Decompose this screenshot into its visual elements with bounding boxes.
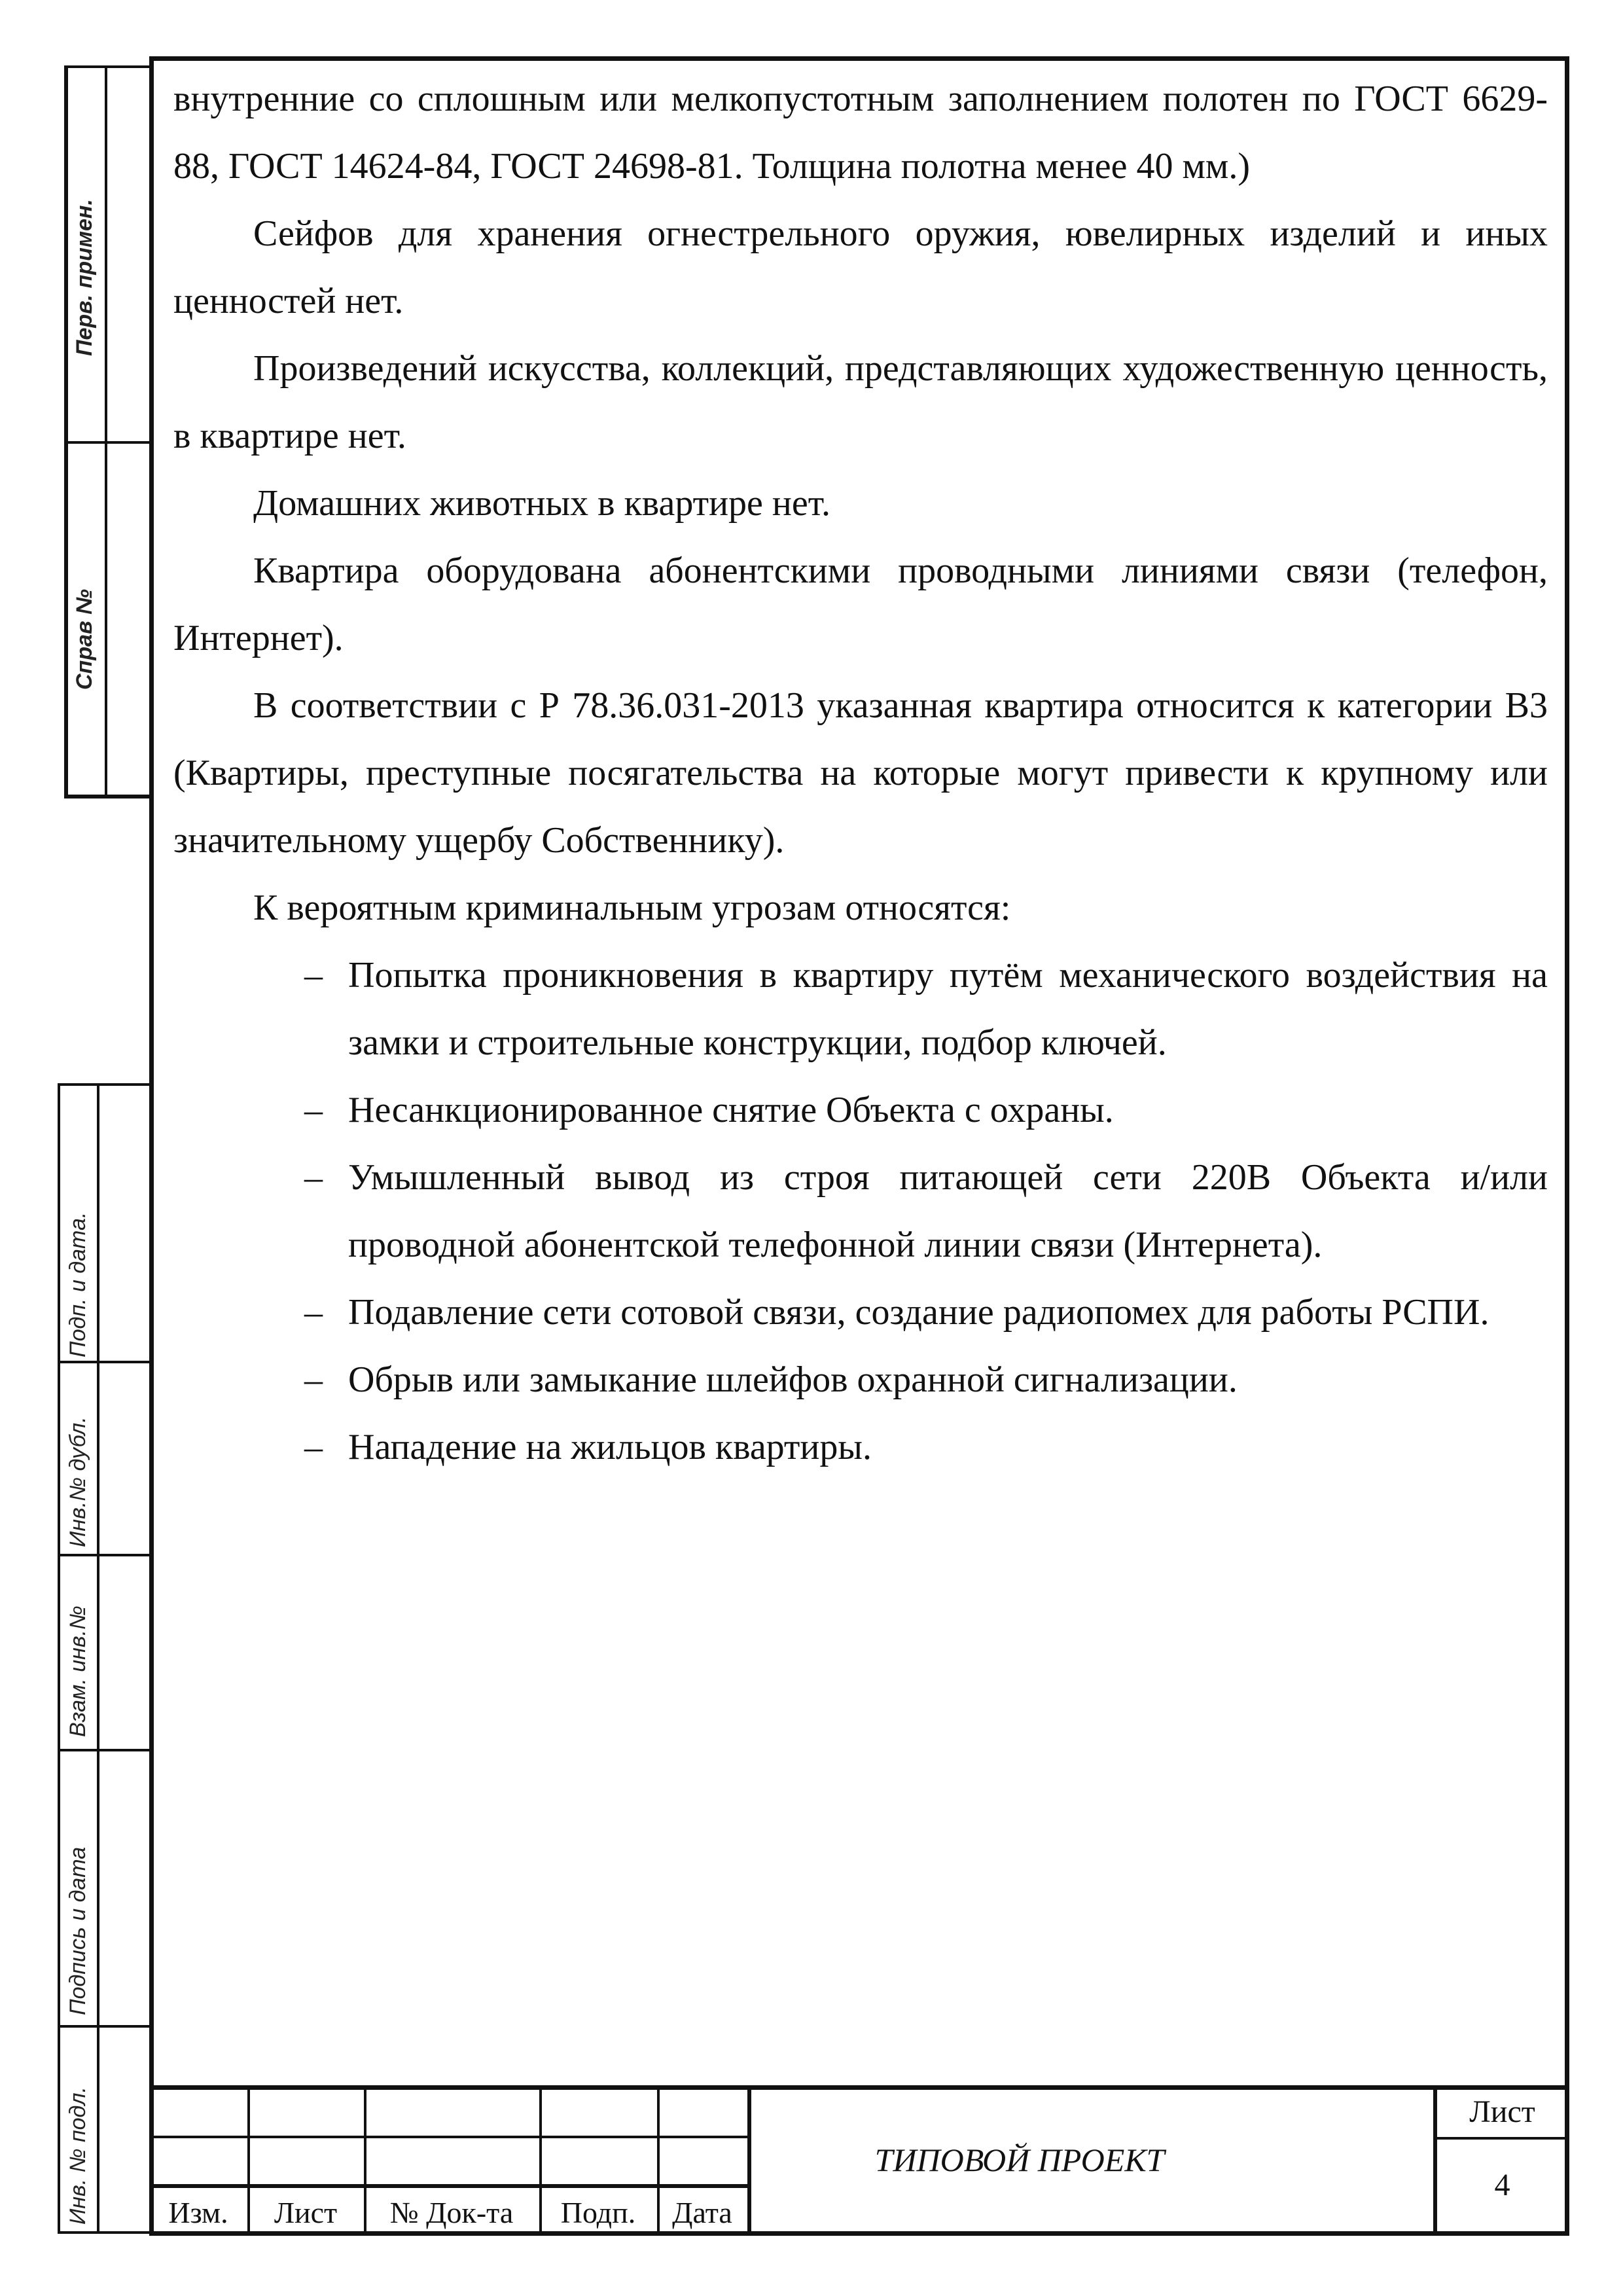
sheet-label: Лист (1469, 2094, 1535, 2129)
list-marker: – (304, 1359, 323, 1400)
list-item-text: Нападение на жильцов квартиры. (348, 1427, 872, 1467)
column-doc-number: № Док-та (389, 2196, 514, 2229)
title-block (149, 2085, 1569, 2236)
paragraph: Сейфов для хранения огнестрельного оружия, ювелирных изделий и иных ценностей нет. (173, 213, 1548, 321)
list-marker: – (304, 1090, 323, 1130)
list-marker: – (304, 1292, 323, 1333)
label-inv-podl: Инв. № подл. (65, 2087, 90, 2225)
list-item (173, 1414, 1548, 1481)
side-stamp-divider (60, 2025, 149, 2028)
column-podp: Подп. (560, 2196, 636, 2229)
paragraph: внутренние со сплошным или мелкопустотным заполнением полотен по ГОСТ 6629-88, ГОСТ 14624-84, ГОСТ 24698-81. Толщина полотна менее 40 мм.) (173, 79, 1548, 187)
side-stamp-divider (97, 1086, 99, 2231)
list-marker: – (304, 1427, 323, 1467)
sheet-number: 4 (1494, 2168, 1510, 2202)
list-item-text: Обрыв или замыкание шлейфов охранной сигнализации. (348, 1359, 1238, 1400)
list-item (173, 1279, 1548, 1346)
label-inv-dubl: Инв.№ дубл. (65, 1416, 90, 1547)
paragraph: В соответствии с Р 78.36.031-2013 указанная квартира относится к категории В3 (Квартиры, преступные посягательства на которые могут привести к крупному или значительному ущербу Собственнику). (173, 685, 1548, 861)
side-stamp-divider (105, 68, 107, 795)
list-item-text: Подавление сети сотовой связи, создание радиопомех для работы РСПИ. (348, 1292, 1489, 1333)
side-stamp-divider (60, 1554, 149, 1556)
title-block-line (747, 2090, 751, 2236)
column-data: Дата (672, 2196, 732, 2229)
list-item (173, 1077, 1548, 1144)
side-stamp-divider (60, 1361, 149, 1363)
paragraph: К вероятным криминальным угрозам относятся: (253, 888, 1011, 928)
side-stamp-divider (60, 1749, 149, 1751)
list-item-text: Несанкционированное снятие Объекта с охраны. (348, 1090, 1114, 1130)
label-perv-primen: Перв. примен. (72, 199, 97, 356)
list-item (173, 1346, 1548, 1414)
column-izm: Изм. (168, 2196, 228, 2229)
threats-list (173, 942, 1548, 1481)
document-body (173, 65, 1548, 1481)
list-marker: – (304, 1157, 323, 1198)
label-vzam-inv: Взам. инв.№ (65, 1605, 90, 1737)
label-podpis-i-data: Подпись и дата (65, 1846, 90, 2015)
title-block-line (149, 2184, 747, 2188)
side-stamp-upper (64, 65, 149, 798)
label-sprav-no: Справ № (72, 589, 97, 690)
paragraph: Произведений искусства, коллекций, представляющих художественную ценность, в квартире нет. (173, 348, 1548, 456)
paragraph: Домашних животных в квартире нет. (253, 483, 830, 524)
document-title: ТИПОВОЙ ПРОЕКТ (874, 2142, 1165, 2178)
list-marker: – (304, 955, 323, 996)
list-item (173, 942, 1548, 1077)
paragraph: Квартира оборудована абонентскими проводными линиями связи (телефон, Интернет). (173, 550, 1548, 658)
title-block-line (1433, 2137, 1569, 2140)
list-item (173, 1144, 1548, 1279)
title-block-line (149, 2136, 747, 2138)
column-list: Лист (274, 2196, 338, 2229)
side-stamp-lower (58, 1083, 149, 2234)
list-item-text: Попытка проникновения в квартиру путём механического воздействия на замки и строительные конструкции, подбор ключей. (348, 955, 1548, 1063)
side-stamp-divider (68, 441, 149, 444)
label-podp-i-data: Подп. и дата. (65, 1211, 90, 1357)
list-item-text: Умышленный вывод из строя питающей сети 220В Объекта и/или проводной абонентской телефонной линии связи (Интернета). (348, 1157, 1548, 1265)
